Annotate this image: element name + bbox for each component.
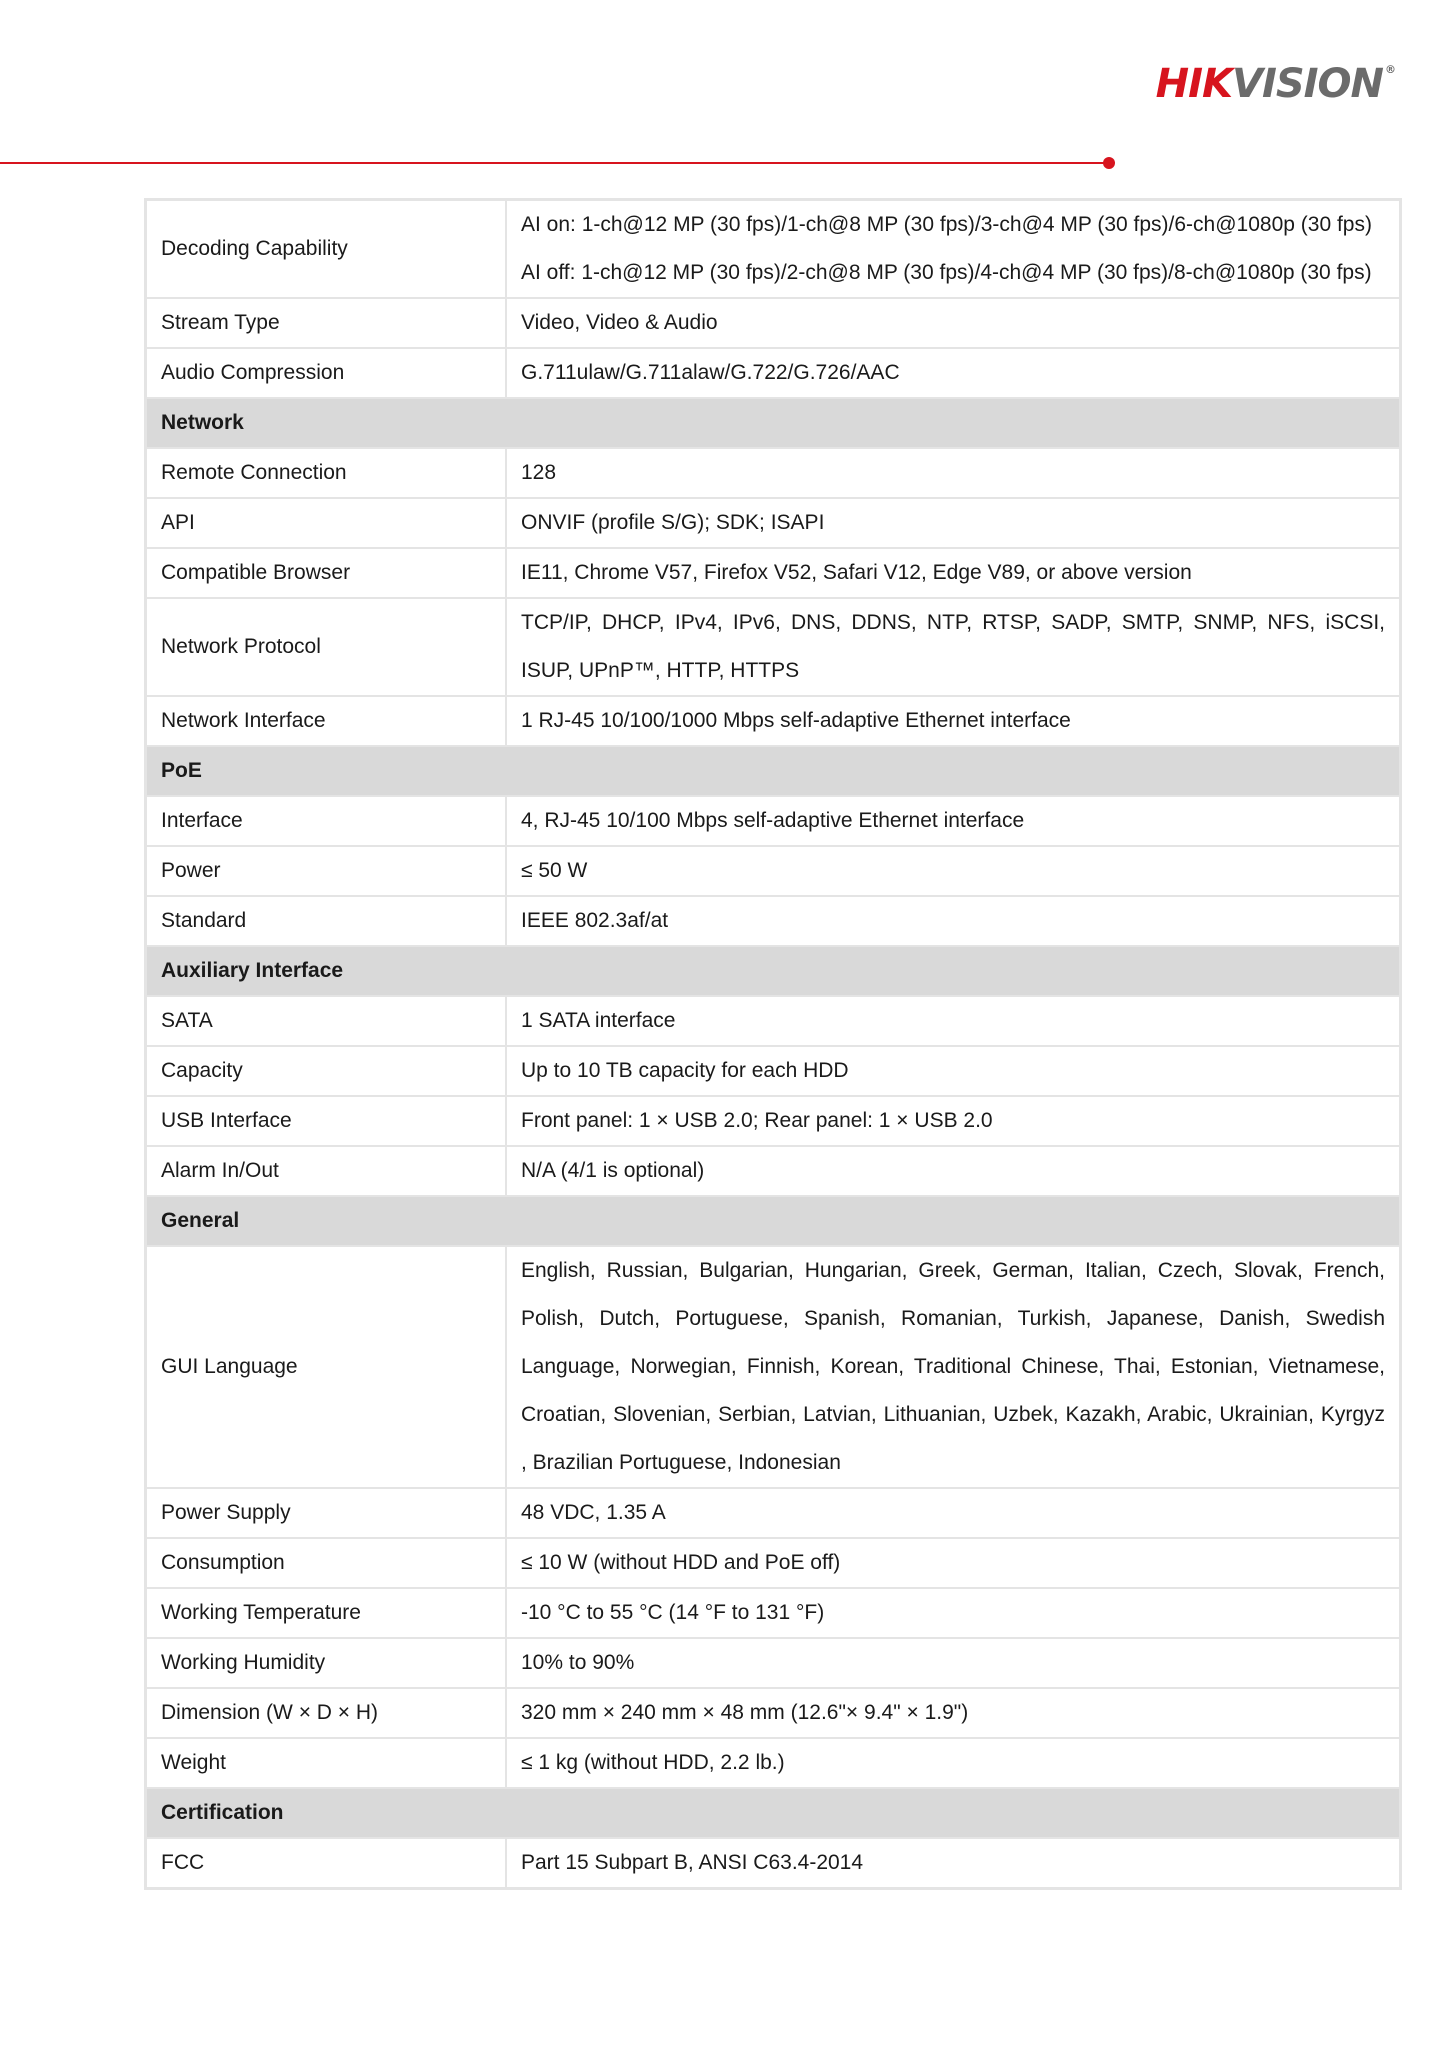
spec-value-line: IEEE 802.3af/at [521,909,669,932]
spec-row [146,846,1400,896]
spec-value [506,1838,1400,1888]
spec-row [146,696,1400,746]
spec-value [506,696,1400,746]
spec-value [506,1488,1400,1538]
spec-label: Alarm In/Out [146,1146,506,1196]
spec-value [506,498,1400,548]
spec-label: Working Humidity [146,1638,506,1688]
section-header-row [146,746,1400,796]
spec-row [146,1096,1400,1146]
spec-value [506,896,1400,946]
spec-label: Consumption [146,1538,506,1588]
spec-label: Stream Type [146,298,506,348]
spec-label: Working Temperature [146,1588,506,1638]
spec-value-line: AI on: 1-ch@12 MP (30 fps)/1-ch@8 MP (30 fps)/3-ch@4 MP (30 fps)/6-ch@1080p (30 fps) [521,213,1372,236]
spec-row [146,1488,1400,1538]
spec-value-line: 128 [521,461,557,484]
spec-row [146,598,1400,696]
spec-label: USB Interface [146,1096,506,1146]
spec-row [146,996,1400,1046]
spec-row [146,1738,1400,1788]
section-title: PoE [146,746,1400,796]
spec-value-line: AI off: 1-ch@12 MP (30 fps)/2-ch@8 MP (30 fps)/4-ch@4 MP (30 fps)/8-ch@1080p (30 fps) [521,261,1372,284]
spec-label: API [146,498,506,548]
spec-value-line: 320 mm × 240 mm × 48 mm (12.6"× 9.4" × 1.9") [521,1701,969,1724]
section-header-row [146,1788,1400,1838]
spec-value [506,598,1400,696]
spec-row [146,1146,1400,1196]
section-title: Certification [146,1788,1400,1838]
section-title: Network [146,398,1400,448]
spec-label: Audio Compression [146,348,506,398]
spec-value-line: N/A (4/1 is optional) [521,1159,705,1182]
spec-label: FCC [146,1838,506,1888]
spec-row [146,896,1400,946]
spec-label: Power Supply [146,1488,506,1538]
spec-value-line: Video, Video & Audio [521,311,718,334]
spec-value [506,200,1400,298]
spec-row [146,200,1400,298]
logo-registered-mark: ® [1385,63,1395,76]
spec-value-line: English, Russian, Bulgarian, Hungarian, Greek, German, Italian, Czech, Slovak, French, Polish, Dutch, Portuguese, Spanish, Romanian, Turkish, Japanese, Danish, Swedish Language, Norwegian, Finnish, Korean, Traditional Chinese, Thai, Estonian, Vietnamese, Croatian, Slovenian, Serbian, Latvian, Lithuanian, Uzbek, Kazakh, Arabic, Ukrainian, Kyrgyz , Brazilian Portuguese, Indonesian [521,1259,1385,1474]
section-title: General [146,1196,1400,1246]
spec-label: GUI Language [146,1246,506,1488]
spec-value [506,1046,1400,1096]
spec-value [506,348,1400,398]
header-divider-dot [1103,157,1115,169]
spec-label: Dimension (W × D × H) [146,1688,506,1738]
spec-label: Capacity [146,1046,506,1096]
logo-primary: HIK [1155,61,1232,107]
section-header-row [146,398,1400,448]
spec-row [146,1838,1400,1888]
section-header-row [146,1196,1400,1246]
spec-label: Remote Connection [146,448,506,498]
spec-row [146,498,1400,548]
spec-label: Decoding Capability [146,200,506,298]
spec-value [506,1638,1400,1688]
spec-label: Power [146,846,506,896]
spec-value-line: G.711ulaw/G.711alaw/G.722/G.726/AAC [521,361,900,384]
spec-value [506,846,1400,896]
spec-label: Network Interface [146,696,506,746]
spec-value [506,1246,1400,1488]
spec-value-line: TCP/IP, DHCP, IPv4, IPv6, DNS, DDNS, NTP, RTSP, SADP, SMTP, SNMP, NFS, iSCSI, ISUP, UPnP™, HTTP, HTTPS [521,611,1385,682]
spec-table [144,198,1402,1890]
spec-row [146,448,1400,498]
spec-row [146,1638,1400,1688]
spec-label: Weight [146,1738,506,1788]
spec-value-line: ≤ 1 kg (without HDD, 2.2 lb.) [521,1751,785,1774]
spec-value [506,1538,1400,1588]
spec-label: Network Protocol [146,598,506,696]
logo-secondary: VISION [1231,61,1383,107]
spec-value-line: Front panel: 1 × USB 2.0; Rear panel: 1 × USB 2.0 [521,1109,993,1132]
spec-value [506,1146,1400,1196]
spec-value [506,1688,1400,1738]
section-title: Auxiliary Interface [146,946,1400,996]
spec-row [146,796,1400,846]
spec-value-line: Up to 10 TB capacity for each HDD [521,1059,849,1082]
spec-row [146,1588,1400,1638]
spec-value [506,1588,1400,1638]
spec-row [146,548,1400,598]
spec-row [146,1046,1400,1096]
spec-value-line: ≤ 50 W [521,859,588,882]
spec-label: Interface [146,796,506,846]
spec-value-line: 1 SATA interface [521,1009,676,1032]
spec-value [506,1096,1400,1146]
spec-value-line: 1 RJ-45 10/100/1000 Mbps self-adaptive Ethernet interface [521,709,1071,732]
spec-row [146,1688,1400,1738]
spec-value [506,796,1400,846]
spec-value [506,298,1400,348]
spec-row [146,298,1400,348]
spec-value-line: 48 VDC, 1.35 A [521,1501,666,1524]
spec-value [506,1738,1400,1788]
spec-value-line: ≤ 10 W (without HDD and PoE off) [521,1551,841,1574]
spec-value-line: 10% to 90% [521,1651,635,1674]
spec-value-line: ONVIF (profile S/G); SDK; ISAPI [521,511,825,534]
spec-row [146,348,1400,398]
spec-value [506,448,1400,498]
spec-value-line: Part 15 Subpart B, ANSI C63.4-2014 [521,1851,864,1874]
spec-row [146,1246,1400,1488]
spec-row [146,1538,1400,1588]
spec-value-line: 4, RJ-45 10/100 Mbps self-adaptive Ethernet interface [521,809,1025,832]
spec-table-body [146,200,1400,1888]
spec-value [506,548,1400,598]
spec-value [506,996,1400,1046]
section-header-row [146,946,1400,996]
header-divider [0,162,1104,164]
spec-value-line: -10 °C to 55 °C (14 °F to 131 °F) [521,1601,825,1624]
spec-label: Compatible Browser [146,548,506,598]
hikvision-logo [1155,61,1395,107]
spec-value-line: IE11, Chrome V57, Firefox V52, Safari V12, Edge V89, or above version [521,561,1192,584]
spec-label: SATA [146,996,506,1046]
spec-label: Standard [146,896,506,946]
